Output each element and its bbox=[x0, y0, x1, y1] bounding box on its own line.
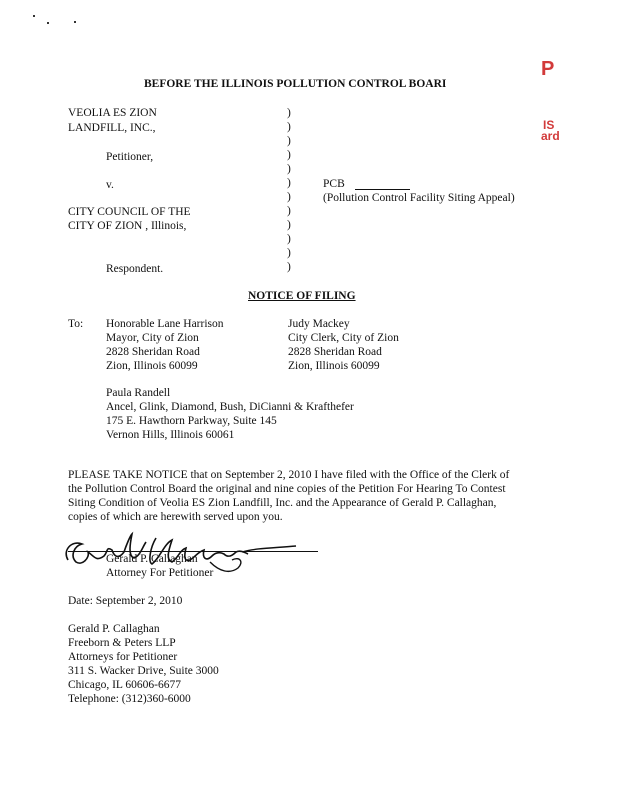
paragraph-line: PLEASE TAKE NOTICE that on September 2, 2010 I have filed with the Office of the Clerk of bbox=[68, 469, 510, 481]
document-title: BEFORE THE ILLINOIS POLLUTION CONTROL BOARI bbox=[144, 78, 447, 90]
stamp-letter: P bbox=[541, 58, 555, 80]
signer-name: Gerald P. Callaghan bbox=[106, 553, 198, 565]
recipient-street: 2828 Sheridan Road bbox=[106, 346, 200, 358]
recipient-title: City Clerk, City of Zion bbox=[288, 332, 399, 344]
petitioner-role: Petitioner, bbox=[106, 151, 154, 163]
contact-line: Chicago, IL 60606-6677 bbox=[68, 679, 181, 691]
paragraph-line: the Pollution Control Board the original and nine copies of the Petition For Hearing To Contest bbox=[68, 483, 506, 495]
caption-paren: ) bbox=[287, 219, 291, 231]
to-label: To: bbox=[68, 318, 84, 330]
contact-line: Telephone: (312)360-6000 bbox=[68, 693, 191, 705]
recipient-street: 2828 Sheridan Road bbox=[288, 346, 382, 358]
caption-paren: ) bbox=[287, 205, 291, 217]
stamp-line-2: ard bbox=[541, 129, 560, 143]
recipient-title: Ancel, Glink, Diamond, Bush, DiCianni & Krafthefer bbox=[106, 401, 354, 413]
scan-speck bbox=[33, 15, 35, 17]
caption-paren: ) bbox=[287, 233, 291, 245]
caption-paren: ) bbox=[287, 191, 291, 203]
caption-paren: ) bbox=[287, 177, 291, 189]
caption-paren: ) bbox=[287, 135, 291, 147]
recipient-block-3 bbox=[106, 386, 354, 442]
pcb-number-blank bbox=[355, 189, 410, 190]
versus: v. bbox=[106, 179, 114, 191]
scan-speck bbox=[74, 21, 76, 23]
scan-speck bbox=[47, 22, 49, 24]
recipient-block-1 bbox=[106, 317, 224, 373]
caption-paren: ) bbox=[287, 261, 291, 273]
caption-paren: ) bbox=[287, 121, 291, 133]
contact-line: Attorneys for Petitioner bbox=[68, 651, 178, 663]
recipient-title: Mayor, City of Zion bbox=[106, 332, 199, 344]
recipient-name: Honorable Lane Harrison bbox=[106, 318, 224, 330]
recipient-name: Paula Randell bbox=[106, 387, 171, 399]
paragraph-line: Siting Condition of Veolia ES Zion Landfill, Inc. and the Appearance of Gerald P. Callaghan, bbox=[68, 497, 497, 509]
recipient-city: Vernon Hills, Illinois 60061 bbox=[106, 429, 235, 441]
recipient-block-2 bbox=[288, 317, 399, 373]
date-line: Date: September 2, 2010 bbox=[68, 595, 183, 607]
petitioner-name-line-1: VEOLIA ES ZION bbox=[68, 107, 157, 119]
paragraph-line: copies of which are herewith served upon you. bbox=[68, 511, 283, 523]
contact-line: Gerald P. Callaghan bbox=[68, 623, 160, 635]
respondent-name-line-1: CITY COUNCIL OF THE bbox=[68, 206, 191, 218]
attorney-contact-block bbox=[68, 622, 219, 706]
caption-paren: ) bbox=[287, 247, 291, 259]
recipient-city: Zion, Illinois 60099 bbox=[288, 360, 380, 372]
signer-role: Attorney For Petitioner bbox=[106, 567, 214, 579]
petitioner-name-line-2: LANDFILL, INC., bbox=[68, 122, 156, 134]
contact-line: 311 S. Wacker Drive, Suite 3000 bbox=[68, 665, 219, 677]
recipient-street: 175 E. Hawthorn Parkway, Suite 145 bbox=[106, 415, 277, 427]
recipient-city: Zion, Illinois 60099 bbox=[106, 360, 198, 372]
respondent-name-line-2: CITY OF ZION , Illinois, bbox=[68, 220, 187, 232]
stamp-line-1: IS bbox=[543, 118, 555, 132]
notice-paragraph bbox=[68, 468, 509, 524]
contact-line: Freeborn & Peters LLP bbox=[68, 637, 176, 649]
caption-paren: ) bbox=[287, 149, 291, 161]
pcb-description: (Pollution Control Facility Siting Appeal) bbox=[323, 192, 515, 204]
recipient-name: Judy Mackey bbox=[288, 318, 350, 330]
notice-title: NOTICE OF FILING bbox=[248, 290, 356, 302]
signature-block bbox=[106, 552, 213, 580]
caption-paren: ) bbox=[287, 163, 291, 175]
respondent-role: Respondent. bbox=[106, 263, 164, 275]
pcb-label: PCB bbox=[323, 178, 345, 190]
caption-paren: ) bbox=[287, 107, 291, 119]
